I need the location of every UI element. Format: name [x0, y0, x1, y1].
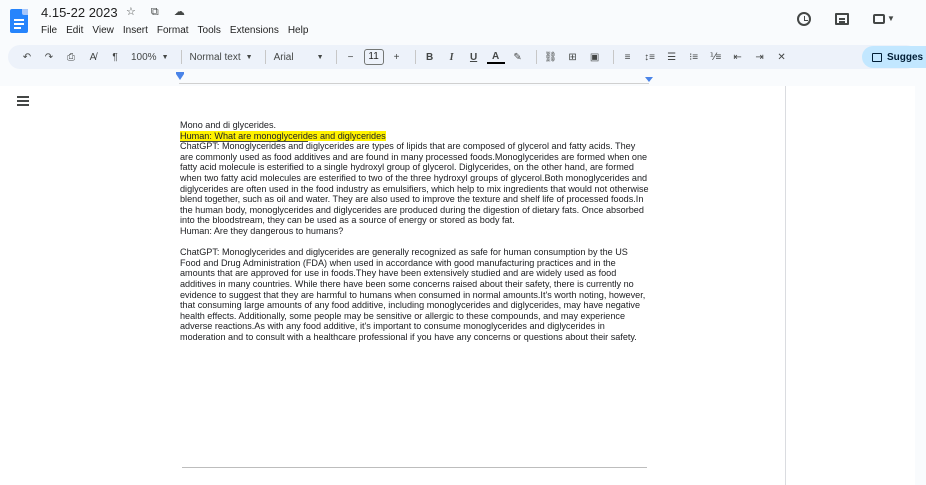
document-title[interactable]: 4.15-22 2023 [41, 5, 118, 20]
numbered-list-icon[interactable]: ⅟≡ [709, 51, 722, 63]
toolbar [8, 45, 924, 69]
highlight-color-icon[interactable]: ✎ [513, 51, 522, 63]
increase-indent-icon[interactable]: ⇥ [755, 51, 764, 63]
menu-view[interactable]: View [92, 25, 114, 36]
chevron-down-icon: ▼ [245, 53, 253, 61]
decrease-indent-icon[interactable]: ⇤ [733, 51, 742, 63]
comments-icon[interactable] [835, 13, 849, 25]
print-icon[interactable]: ⎙ [67, 51, 75, 63]
suggesting-mode-button[interactable] [862, 46, 926, 68]
bold-icon[interactable]: B [425, 51, 434, 63]
font-size-value: 11 [364, 49, 384, 65]
checklist-icon[interactable]: ☰ [667, 51, 677, 63]
style-value: Normal text [189, 51, 241, 63]
menu-format[interactable]: Format [156, 25, 189, 36]
spellcheck-icon[interactable]: A̸ [89, 51, 97, 63]
blank-line [180, 237, 650, 248]
version-history-icon[interactable] [797, 12, 811, 26]
suggest-label: Sugges [887, 51, 924, 63]
edit-mode-icon [872, 53, 882, 62]
star-move-cloud-icons[interactable]: ☆ ⧉ ☁ [126, 6, 191, 18]
document-outline-icon[interactable] [17, 96, 29, 106]
menu-tools[interactable]: Tools [197, 25, 221, 36]
style-select[interactable] [187, 47, 256, 67]
link-icon[interactable]: ⛓ [544, 51, 557, 63]
chevron-down-icon: ▼ [161, 53, 169, 61]
menu-insert[interactable]: Insert [122, 25, 148, 36]
insert-image-icon[interactable]: ▣ [589, 51, 600, 63]
meet-icon[interactable]: ▼ [873, 11, 895, 27]
menu-file[interactable]: File [41, 25, 58, 36]
paint-format-icon[interactable]: ¶ [112, 51, 118, 63]
font-value: Arial [273, 51, 294, 63]
bulleted-list-icon[interactable]: ⁝≡ [689, 51, 699, 63]
title-bar [0, 0, 915, 44]
document-heading: Mono and di glycerides. [180, 120, 277, 130]
chevron-down-icon: ▼ [316, 53, 324, 61]
menu-edit[interactable]: Edit [66, 25, 84, 36]
align-icon[interactable]: ≡ [624, 51, 631, 63]
highlighted-question: Human: What are monoglycerides and diglycerides [180, 130, 386, 141]
italic-icon[interactable]: I [449, 51, 454, 63]
line-spacing-icon[interactable]: ↕≡ [644, 51, 655, 63]
increase-font-size-button[interactable]: + [393, 51, 400, 63]
divider [181, 50, 182, 64]
add-comment-icon[interactable]: ⊞ [568, 51, 577, 63]
undo-icon[interactable]: ↶ [22, 51, 32, 63]
clear-formatting-icon[interactable]: ✕ [777, 51, 786, 63]
docs-logo-icon[interactable] [10, 9, 28, 33]
divider [415, 50, 416, 64]
document-body[interactable] [180, 120, 650, 342]
header-actions [797, 11, 895, 27]
font-size-field[interactable] [364, 47, 384, 67]
ruler-line [179, 83, 649, 84]
menu-extensions[interactable]: Extensions [229, 25, 279, 36]
zoom-select[interactable] [128, 47, 172, 67]
divider [613, 50, 614, 64]
zoom-value: 100% [131, 51, 157, 63]
font-select[interactable] [271, 47, 327, 67]
left-indent-handle[interactable] [176, 74, 184, 80]
right-indent-handle[interactable] [645, 77, 653, 82]
page-bottom-rule [182, 467, 647, 468]
decrease-font-size-button[interactable]: − [347, 51, 354, 63]
question-1 [180, 131, 650, 142]
divider [336, 50, 337, 64]
answer-1: ChatGPT: Monoglycerides and diglycerides are types of lipids that are composed of glycerol and fatty acids. They are commonly used as food additives and are found in many processed foods.Monoglycerides are formed when one fatty acid molecule is esterified to a single hydroxyl group of glycerol. Diglycerides, on the other hand, are formed when two fatty acid molecules are esterified to two of the three hydroxyl groups of glycerol.Both monoglycerides and diglycerides are often used in the food industry as emulsifiers, which help to mix ingredients that would not otherwise blend together, such as oil and water. They are also used to improve the texture and shelf life of processed foods.In the human body, monoglycerides and diglycerides are produced during the digestion of dietary fats. Once absorbed into the bloodstream, they can be used as a source of energy or stored as body fat. [180, 141, 649, 226]
underline-icon[interactable]: U [469, 51, 478, 63]
side-margin [786, 86, 915, 485]
text-color-icon[interactable]: A [487, 50, 505, 64]
menu-help[interactable]: Help [287, 25, 309, 36]
menu-bar [41, 25, 308, 36]
divider [536, 50, 537, 64]
question-2: Human: Are they dangerous to humans? [180, 225, 344, 236]
answer-2: ChatGPT: Monoglycerides and diglycerides are generally recognized as safe for human consumption by the US Food and Drug Administration (FDA) when used in accordance with good manufacturing practices and in the amounts that are approved for use in foods.They have been extensively studied and are widely used as food additives in many countries. While there have been some concerns raised about their safety, there is currently no evidence to suggest that they are harmful to humans when consumed in normal amounts.It's worth noting, however, that consuming large amounts of any food additive, including monoglycerides and diglycerides, may have negative health effects. Additionally, some people may be sensitive or allergic to these compounds, and may experience adverse reactions.As with any food additive, it's important to consume monoglycerides and diglycerides in moderation and to consult with a healthcare professional if you have any concerns or questions about their safety. [180, 247, 646, 342]
divider [265, 50, 266, 64]
redo-icon[interactable]: ↷ [44, 51, 54, 63]
